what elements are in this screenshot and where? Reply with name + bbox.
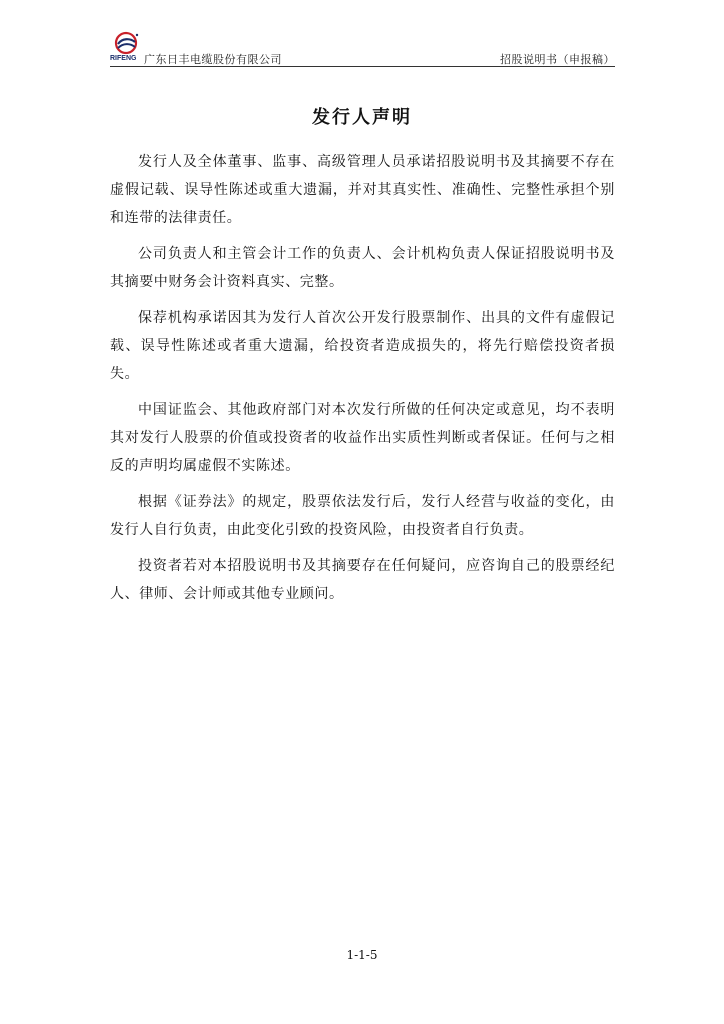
- header-divider: [110, 66, 615, 67]
- paragraph: 公司负责人和主管会计工作的负责人、会计机构负责人保证招股说明书及其摘要中财务会计资料真实、完整。: [110, 246, 615, 290]
- statement-body: [110, 148, 615, 616]
- paragraph: 投资者若对本招股说明书及其摘要存在任何疑问，应咨询自己的股票经纪人、律师、会计师或其他专业顾问。: [110, 558, 615, 602]
- page-number: 1-1-5: [346, 948, 378, 962]
- paragraph: 根据《证券法》的规定，股票依法发行后，发行人经营与收益的变化，由发行人自行负责，由此变化引致的投资风险，由投资者自行负责。: [110, 494, 615, 538]
- paragraph: 保荐机构承诺因其为发行人首次公开发行股票制作、出具的文件有虚假记载、误导性陈述或者重大遗漏，给投资者造成损失的，将先行赔偿投资者损失。: [110, 310, 615, 382]
- page-header: [110, 30, 615, 66]
- page-title: 发行人声明: [312, 107, 412, 128]
- document-title: 招股说明书（申报稿）: [500, 53, 615, 66]
- logo-text: RIFENG: [110, 55, 137, 62]
- rifeng-logo: [110, 30, 144, 64]
- company-name: 广东日丰电缆股份有限公司: [144, 53, 282, 66]
- paragraph: 中国证监会、其他政府部门对本次发行所做的任何决定或意见，均不表明其对发行人股票的价值或投资者的收益作出实质性判断或者保证。任何与之相反的声明均属虚假不实陈述。: [110, 402, 615, 474]
- paragraph: 发行人及全体董事、监事、高级管理人员承诺招股说明书及其摘要不存在虚假记载、误导性陈述或重大遗漏，并对其真实性、准确性、完整性承担个别和连带的法律责任。: [110, 154, 615, 226]
